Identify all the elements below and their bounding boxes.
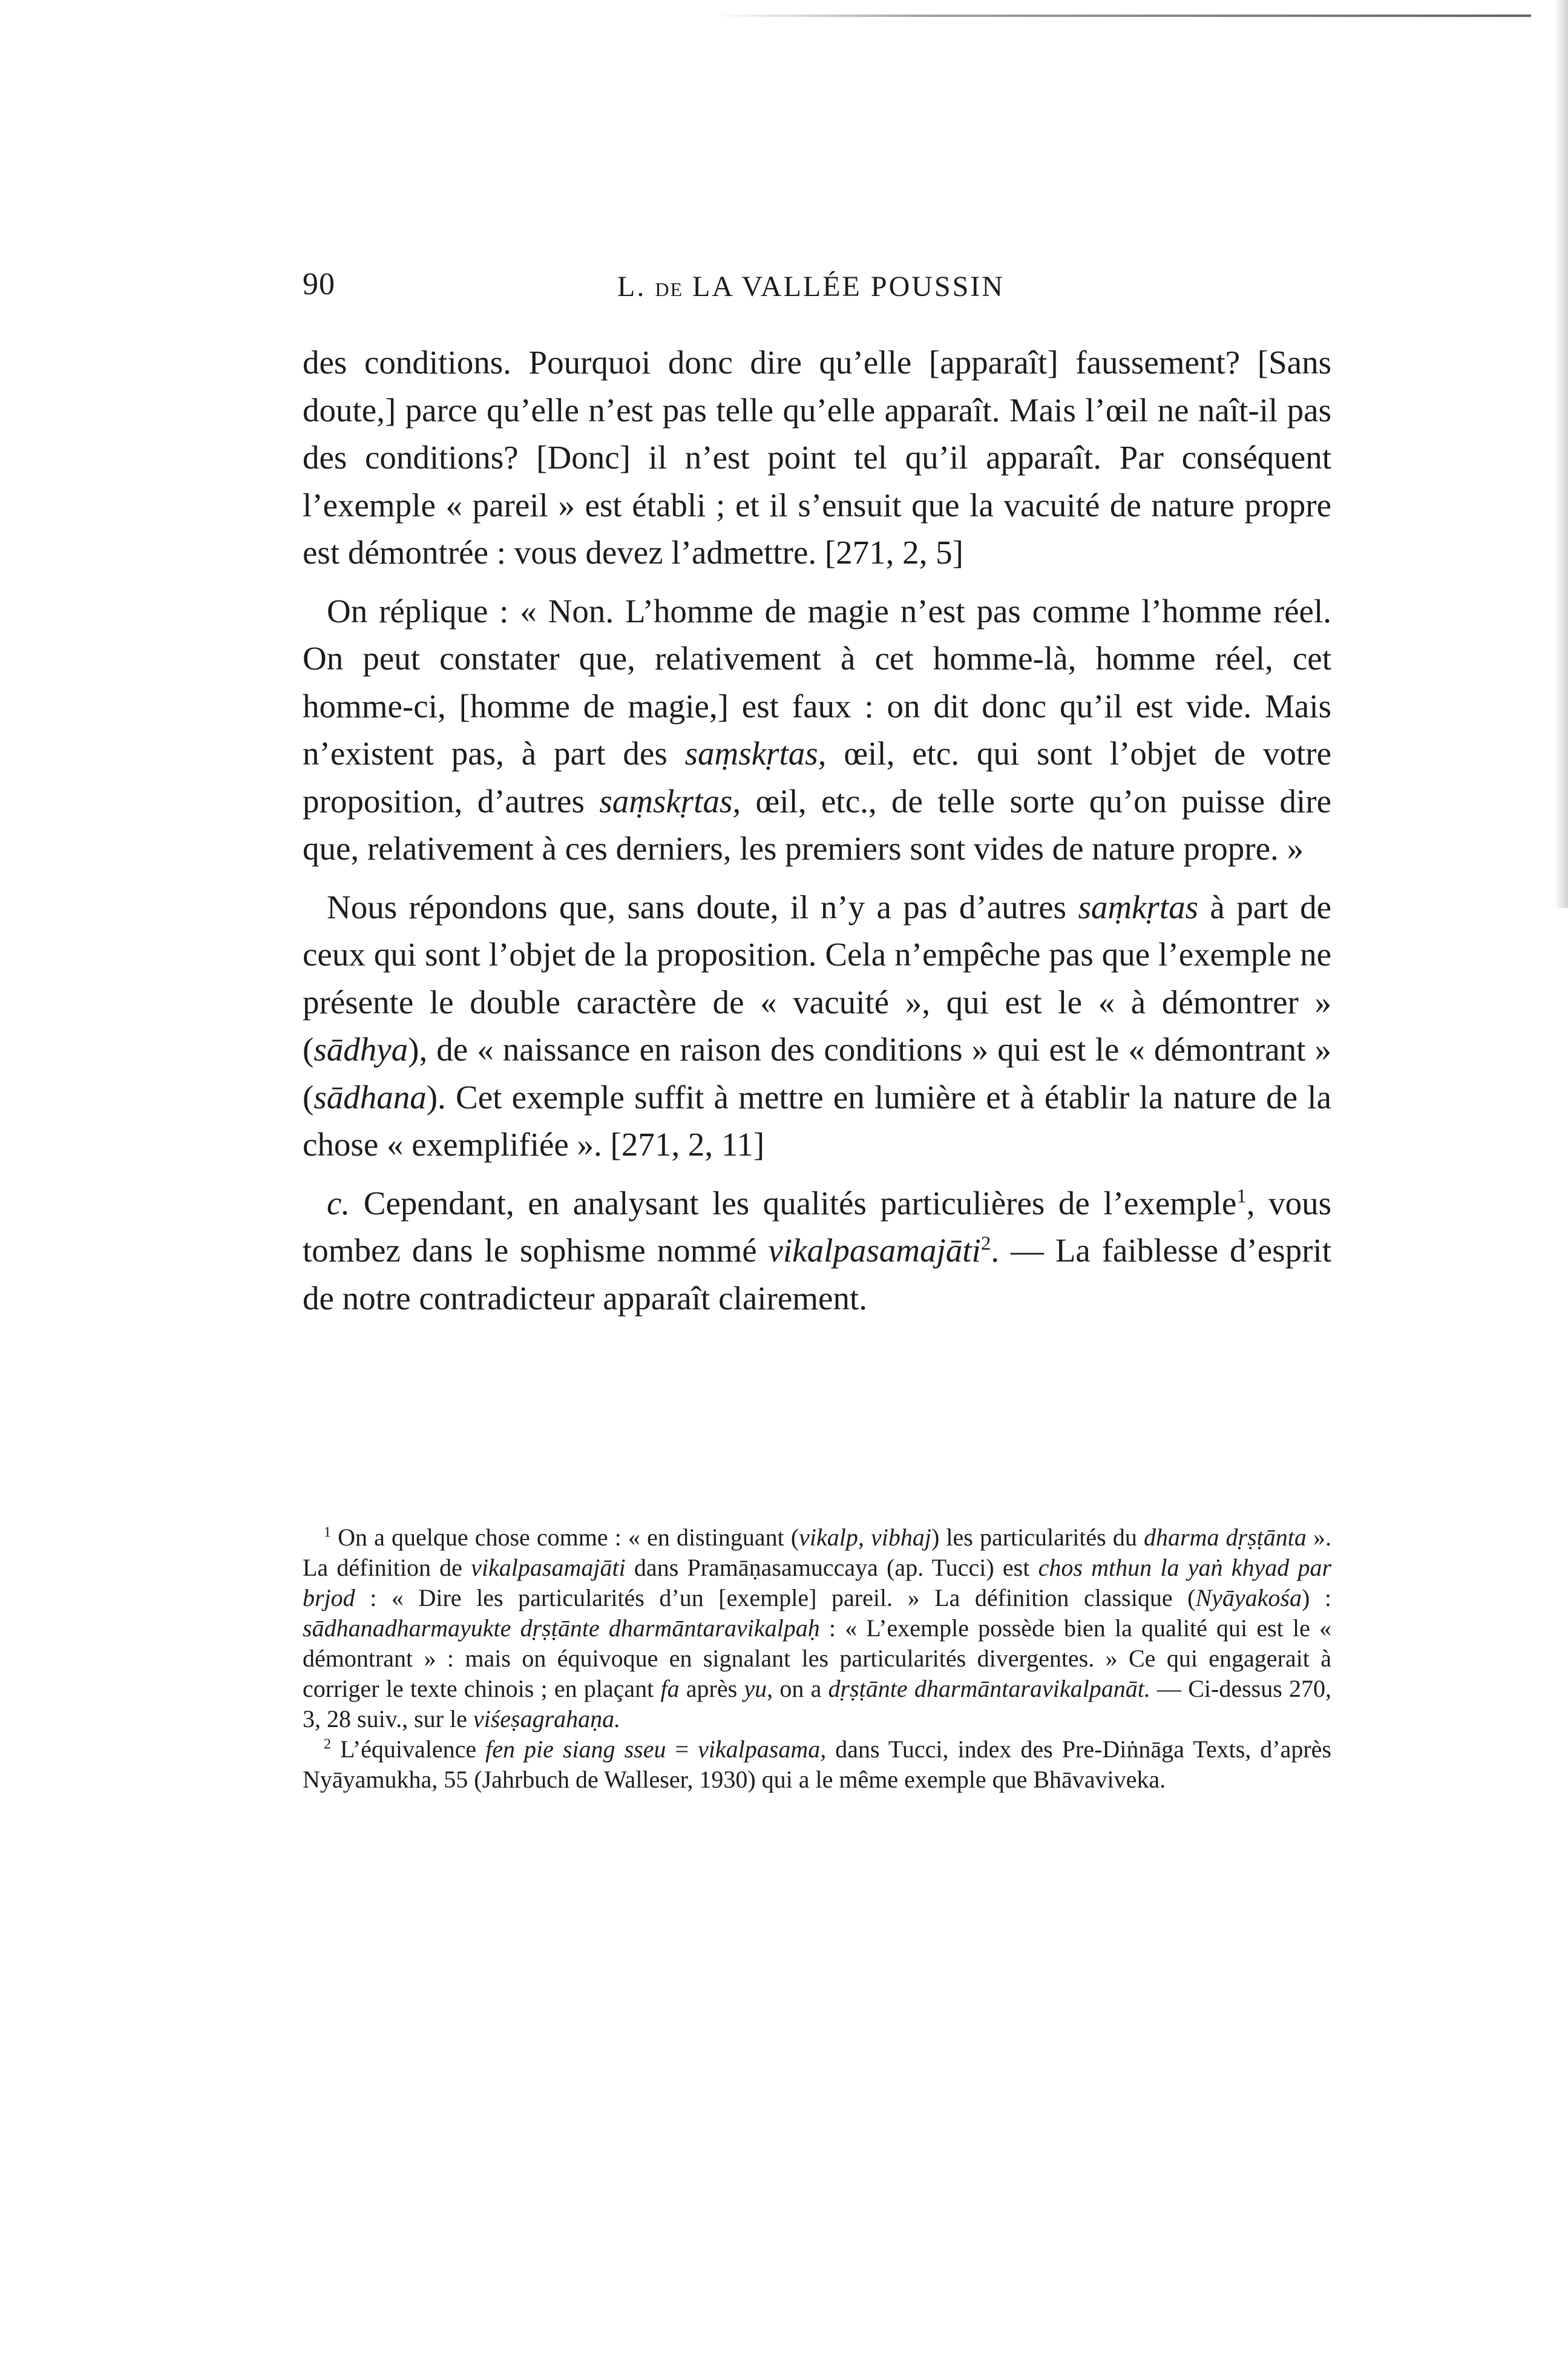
footnote-ref-1[interactable]: 1	[1236, 1185, 1247, 1208]
paragraph-4: c. Cependant, en analysant les qualités particulières de l’exemple$^1$, vous tombez dans le sophisme nommé vikalpasamajāti$^2$. — La faiblesse d’esprit de notre contradicteur apparaît clairement.	[303, 1184, 1331, 1317]
sanskrit-term: saṃkṛtas	[1078, 888, 1199, 926]
scan-edge-rule	[714, 15, 1531, 17]
paragraph-2: On réplique : « Non. L’homme de magie n’est pas comme l’homme réel. On peut constater que, relativement à cet homme-là, homme réel, cet homme-ci, [homme de magie,] est faux : on dit donc qu’il est vide. Mais n’existent pas, à part des saṃskṛtas, œil, etc. qui sont l’objet de votre proposition, d’autres saṃskṛtas, œil, etc., de telle sorte qu’on puisse dire que, relativement à ces derniers, les premiers sont vides de nature propre. »	[303, 592, 1332, 867]
running-head-particle: DE	[655, 278, 683, 300]
footnotes	[303, 1522, 1331, 1795]
section-letter: c.	[327, 1184, 350, 1222]
page-number: 90	[303, 267, 335, 301]
sanskrit-term: saṃskṛtas,	[599, 782, 741, 820]
running-head-initial: L.	[617, 271, 646, 303]
footnote-number: 2	[324, 1736, 331, 1752]
footnote-ref-2[interactable]: 2	[980, 1232, 991, 1255]
page-header	[303, 266, 1331, 321]
main-text	[303, 339, 1331, 1333]
sanskrit-term: saṃskṛtas,	[684, 735, 827, 772]
sanskrit-term: sādhya	[313, 1031, 408, 1068]
sanskrit-term: vikalpasamajāti	[768, 1232, 981, 1269]
scan-page-edge	[1555, 0, 1568, 908]
paragraph-3: Nous répondons que, sans doute, il n’y a pas d’autres saṃkṛtas à part de ceux qui sont l’objet de la proposition. Cela n’empêche pas que l’exemple ne présente le double caractère de « vacuité », qui est le « à démontrer » (sādhya), de « naissance en raison des conditions » qui est le « démontrant » (sādhana). Cet exemple suffit à mettre en lumière et à établir la nature de la chose « exemplifiée ». [271, 2, 11]	[303, 888, 1331, 1163]
footnote-1: $^1$ On a quelque chose comme : « en distinguant (vikalp, vibhaj) les particularités du dharma dṛṣṭānta ». La définition de vikalpasamajāti dans Pramāṇasamuccaya (ap. Tucci) est chos mthun la yaṅ khyad par brjod : « Dire les particularités d’un [exemple] pareil. » La définition classique (Nyāyakośa) : sādhanadharmayukte dṛṣṭānte dharmāntaravikalpaḥ : « L’exemple possède bien la qualité qui est le « démontrant » : mais on équivoque en signalant les particularités divergentes. » Ce qui engagerait à corriger le texte chinois ; en plaçant fa après yu, on a dṛṣṭānte dharmāntaravikalpanāt. — Ci-dessus 270, 3, 28 suiv., sur le viśeṣagrahaṇa.	[303, 1524, 1332, 1732]
running-head-surname: LA VALLÉE POUSSIN	[692, 271, 1005, 303]
sanskrit-term: sādhana	[313, 1078, 427, 1116]
paragraph-1: des conditions. Pourquoi donc dire qu’elle [apparaît] faussement? [Sans doute,] parce qu’elle n’est pas telle qu’elle apparaît. Mais l’œil ne naît-il pas des conditions? [Donc] il n’est point tel qu’il apparaît. Par conséquent l’exemple « pareil » est établi ; et il s’ensuit que la vacuité de nature propre est démontrée : vous devez l’admettre. [271, 2, 5]	[303, 344, 1331, 571]
running-head	[617, 270, 1005, 303]
footnote-number: 1	[324, 1524, 331, 1541]
footnote-2: $^2$ L’équivalence fen pie siang sseu = vikalpasama, dans Tucci, index des Pre-Diṅnāga Texts, d’après Nyāyamukha, 55 (Jahrbuch de Walleser, 1930) qui a le même exemple que Bhāvaviveka.	[303, 1736, 1332, 1793]
